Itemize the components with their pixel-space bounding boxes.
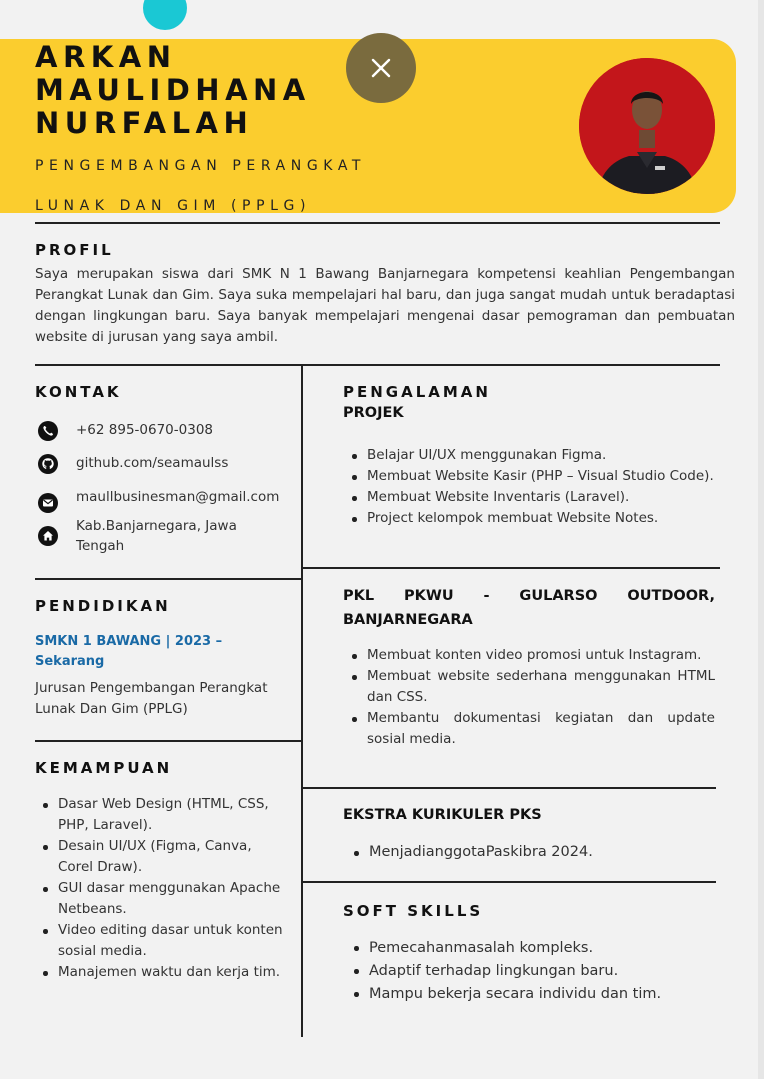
phone-icon (38, 421, 58, 441)
contact-address (38, 516, 266, 556)
role-line-1: PENGEMBANGAN PERANGKAT (35, 158, 367, 174)
list-item: Belajar UI/UX menggunakan Figma. (343, 445, 718, 466)
list-item: Dasar Web Design (HTML, CSS, PHP, Laravel). (34, 794, 284, 836)
extracurricular-title: EKSTRA KURIKULER PKS (343, 807, 542, 823)
divider-extracurricular (302, 881, 716, 883)
profile-title: PROFIL (35, 241, 114, 259)
role-line-2: LUNAK DAN GIM (PPLG) (35, 198, 312, 214)
teal-dot-decoration (143, 0, 187, 30)
divider-top (35, 222, 720, 224)
name-line-1: ARKAN (35, 40, 177, 74)
education-school: SMKN 1 BAWANG | 2023 – Sekarang (35, 634, 223, 669)
soft-skills-title: SOFT SKILLS (343, 902, 484, 920)
list-item: Adaptif terhadap lingkungan baru. (345, 960, 717, 983)
avatar (579, 58, 715, 194)
skills-title: KEMAMPUAN (35, 759, 173, 777)
github-icon (38, 454, 58, 474)
divider-contact (35, 578, 302, 580)
divider-internship (302, 787, 716, 789)
page-edge (758, 0, 764, 1079)
contact-github[interactable] (38, 453, 296, 474)
list-item: Desain UI/UX (Figma, Canva, Corel Draw). (34, 836, 284, 878)
column-divider (301, 365, 303, 1037)
education-major: Jurusan Pengembangan Perangkat Lunak Dan Gim (PPLG) (35, 680, 268, 717)
list-item: MenjadianggotaPaskibra 2024. (345, 842, 717, 863)
extracurricular-list (345, 842, 717, 863)
contact-email-text: maullbusinesman@gmail.com (76, 489, 280, 505)
list-item: Membuat konten video promosi untuk Instagram. (343, 645, 715, 666)
profile-text: Saya merupakan siswa dari SMK N 1 Bawang Banjarnegara kompetensi keahlian Pengembangan Perangkat Lunak dan Gim. Saya suka mempelajari hal baru, dan juga sangat mudah untuk beradaptasi dengan lingkungan baru. Saya banyak mempelajari mengenai dasar pemograman dan pembuatan website di jurusan yang saya ambil. (35, 266, 735, 345)
education-title: PENDIDIKAN (35, 597, 171, 615)
list-item: Membantu dokumentasi kegiatan dan update sosial media. (343, 708, 715, 750)
list-item: GUI dasar menggunakan Apache Netbeans. (34, 878, 284, 920)
contact-github-text: github.com/seamaulss (76, 455, 229, 471)
contact-phone-text: +62 895-0670-0308 (76, 422, 214, 438)
list-item: Project kelompok membuat Website Notes. (343, 508, 718, 529)
name-line-3: NURFALAH (35, 106, 254, 140)
contact-phone[interactable] (38, 420, 296, 441)
divider-projects (302, 567, 720, 569)
projects-title: PROJEK (343, 405, 404, 421)
contact-address-text: Kab.Banjarnegara, Jawa Tengah (76, 518, 237, 554)
skills-list (34, 794, 284, 983)
name-line-2: MAULIDHANA (35, 73, 311, 107)
home-icon (38, 526, 58, 546)
internship-list (343, 645, 715, 750)
projects-list (343, 445, 718, 529)
list-item: Mampu bekerja secara individu dan tim. (345, 983, 717, 1006)
close-button[interactable] (346, 33, 416, 103)
email-icon (38, 493, 58, 513)
profile-photo (579, 58, 715, 194)
list-item: Manajemen waktu dan kerja tim. (34, 962, 284, 983)
candidate-role (35, 146, 485, 226)
list-item: Membuat website sederhana menggunakan HTML dan CSS. (343, 666, 715, 708)
close-icon (369, 56, 393, 80)
list-item: Membuat Website Inventaris (Laravel). (343, 487, 718, 508)
contact-email[interactable] (38, 487, 296, 513)
experience-title: PENGALAMAN (343, 383, 491, 401)
contact-title: KONTAK (35, 383, 122, 401)
candidate-name (35, 41, 311, 140)
list-item: Video editing dasar untuk konten sosial media. (34, 920, 284, 962)
soft-skills-list (345, 937, 717, 1006)
divider-profile (35, 364, 720, 366)
internship-title: PKL PKWU - GULARSO OUTDOOR, BANJARNEGARA (343, 588, 715, 628)
list-item: Pemecahanmasalah kompleks. (345, 937, 717, 960)
divider-education (35, 740, 302, 742)
list-item: Membuat Website Kasir (PHP – Visual Studio Code). (343, 466, 718, 487)
